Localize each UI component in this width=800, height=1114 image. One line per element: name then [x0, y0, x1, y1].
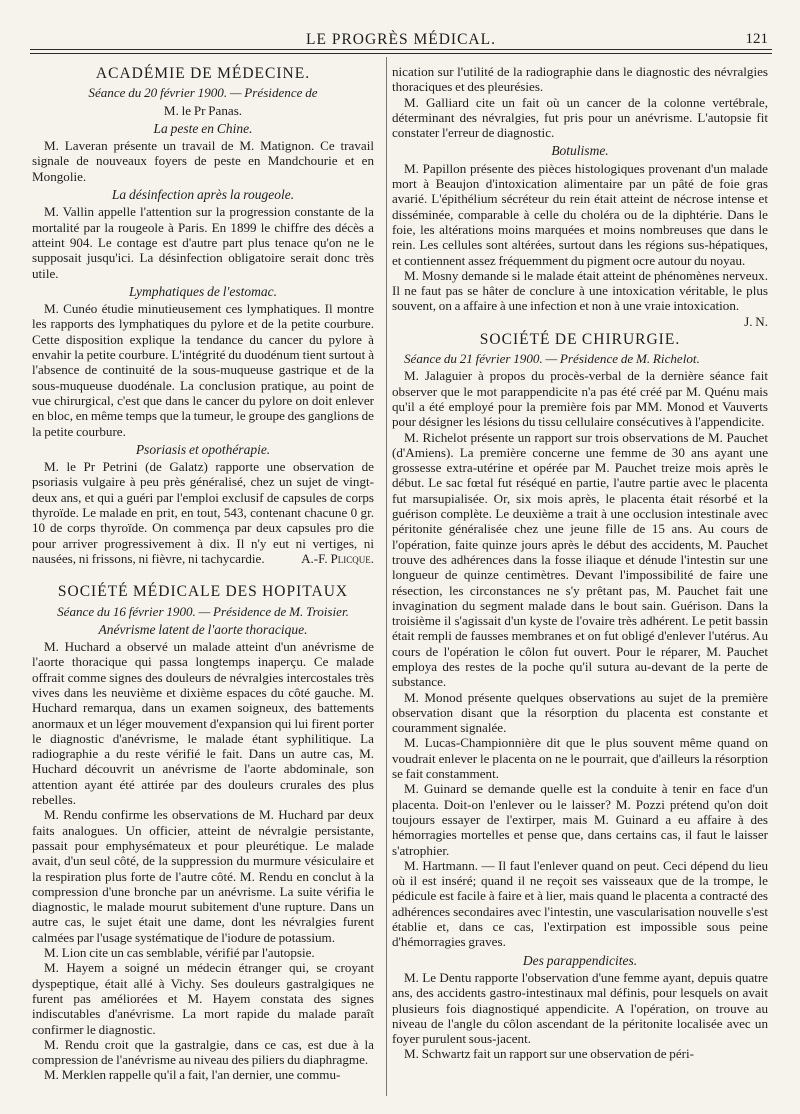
right-column [392, 64, 768, 1062]
section-heading-chirurgie: SOCIÉTÉ DE CHIRURGIE. [479, 330, 681, 348]
paragraph: M. Rendu croit que la gastralgie, dans ce cas, est due à la compression de l'anévrisme au niveau des piliers du diaphragme. [32, 1036, 374, 1068]
column-divider [386, 57, 387, 1096]
left-column [32, 62, 374, 1083]
paragraph: M. Merklen rappelle qu'il a fait, l'an dernier, une commu- [44, 1067, 341, 1083]
subheading: La peste en Chine. [153, 120, 253, 136]
paragraph: M. Galliard cite un fait où un cancer de la colonne vertébrale, déterminant des névralgies, fut pris pour un anévrisme. L'autopsie fit constater l'erreur de diagnostic. [392, 94, 768, 141]
header-rule [30, 49, 772, 50]
subheading: La désinfection après la rougeole. [111, 187, 295, 203]
paragraph: M. Jalaguier à propos du procès-verbal de la dernière séance fait observer que le mot parappendicite n'a pas été créé par M. Quénu mais qu'il a été employé pour la première fois par MM. Monod et Vauverts pour désigner les lésions du tissu cellulaire consécutives à l'appendicite. [392, 368, 768, 430]
paragraph: M. Laveran présente un travail de M. Matignon. Ce travail signale de nouveaux foyers de peste en Mandchourie et en Mongolie. [32, 138, 374, 184]
paragraph: M. Rendu confirme les observations de M. Huchard par deux faits analogues. Un officier, atteint de névralgie persistante, passait pour emphysémateux et pour pleurétique. Le malade avait, d'un seul côté, de la suppression du murmure vésiculaire et la respiration plus forte de l'autre côté. M. Rendu en conclut à la compression d'une bronche par un anévrisme. La suite vérifia le diagnostic, le malade mourut subitement d'une rupture. Dans un autre cas, le sujet était une dame, dont les névralgies furent calmées par l'usage systématique de l'iodure de potassium. [32, 807, 374, 945]
running-header [30, 29, 772, 51]
paragraph: M. Papillon présente des pièces histologiques provenant d'un malade mort à Beaujon d'intoxication alimentaire par un pâté de foie gras avarié. L'épithélium sécréteur du rein était atteint de nécrose intense et disséminée, comparable à celle du choléra ou de la diphtérie. Dans le foie, les altérations moins marquées et moins nombreuses que dans le rein. Les cellules sont altérées, surtout dans les régions sus-hépatiques, et contiennent assez fréquemment du pigment ocre autour du noyau. [392, 160, 768, 268]
paragraph: M. Huchard a observé un malade atteint d'un anévrisme de l'aorte thoracique qui passa longtemps inaperçu. Ce malade offrait comme signes des douleurs de névralgies intercostales très vives dans les neuvième et dixième espaces du côté gauche. M. Huchard remarqua, dans un examen soigneux, des battements anormaux et un léger mouvement d'expansion qui lui firent porter le diagnostic d'anévrisme, le malade étant syphilitique. La radiographie a du reste vérifié le fait. Dans un autre cas, M. Huchard découvrit un anévrisme de l'aorte abdominale, son attention ayant été attirée par des douleurs crurales des plus rebelles. [32, 639, 374, 808]
author-signature: A.-F. Plicque. [301, 550, 374, 566]
paragraph-text: M. Mosny demande si le malade était atteint de phénomènes nerveux. Il ne faut pas se hâter de conclure à une intoxication véritable, le plus souvent, on a affaire à une infection et non à une vraie intoxication. [392, 267, 768, 314]
paragraph: M. Guinard se demande quelle est la conduite à tenir en face d'un placenta. Doit-on l'enlever ou le laisser? M. Pozzi prétend qu'on doit toujours essayer de l'extirper, mais M. Guinard a eu affaire à des hémorragies mortelles et pense que, dans certains cas, il faut le laisser s'atrophier. [392, 781, 768, 858]
section-spacer [392, 314, 768, 328]
subheading: Botulisme. [551, 143, 609, 159]
journal-title: LE PROGRÈS MÉDICAL. [306, 31, 496, 48]
paragraph [32, 459, 374, 566]
session-line-president: M. le Pr Panas. [163, 102, 243, 118]
subheading: Lymphatiques de l'estomac. [128, 283, 278, 299]
paragraph: M. Hayem a soigné un médecin étranger qui, se croyant dyspeptique, était allé à Vichy. Ses douleurs gastralgiques ne furent pas améliorées et M. Hayem constata des signes indiscutables d'anévrisme. La mort rapide du malade paraît confirmer le diagnostic. [32, 960, 374, 1037]
session-line: Séance du 16 février 1900. — Présidence de M. Troisier. [57, 603, 349, 619]
paragraph: M. Schwartz fait un rapport sur une observation de péri- [404, 1046, 695, 1062]
paragraph: M. Cunéo étudie minutieusement ces lymphatiques. Il montre les rapports des lymphatiques du pylore et de la petite courbure. Cette disposition explique la tendance du cancer du pylore à envahir la petite courbure. L'intégrité du duodénum tient surtout à l'absence de continuité de la sous-muqueuse gastrique et de la sous-muqueuse duodénale. La conclusion pratique, au point de vue chirurgical, c'est que dans le cancer du pylore on doit enlever en bloc, en même temps que la tumeur, le groupe des ganglions de la petite courbure. [32, 301, 374, 439]
paragraph: M. Lion cite un cas semblable, vérifié par l'autopsie. [44, 945, 315, 961]
paragraph [392, 267, 768, 329]
paragraph: M. Richelot présente un rapport sur trois observations de M. Pauchet (d'Amiens). La première concerne une femme de 30 ans ayant une grossesse extra-utérine et opérée par M. Pauchet treize mois après le début. Le sac fœtal fut réséqué en partie, l'autre partie avec le placenta fut marsupialisée. Or, six mois après, le placenta était résorbé et la guérison complète. Le deuxième a trait à une occlusion intestinale avec péritonite généralisée chez une jeune fille de 15 ans. Au cours de l'opération, faite quinze jours après le début des accidents, M. Pauchet trouve des adhérences dans la fosse iliaque et dénude l'intestin sur une longueur de quinze centimètres. Devant l'impossibilité de faire une résection, les circonstances ne s'y prêtant pas, M. Pauchet fait une invagination du segment malade dans le bout sain. Guérison. Dans la troisième il s'agissait d'un kyste de l'ovaire très adhérent. Le petit bassin était rempli de fausses membranes et on fut obligé d'enlever l'utérus. Au cours de l'opération le côlon fut ouvert. Pour le réparer, M. Pauchet employa des restes de la poche qu'il sutura au-devant de la perte de substance. [392, 429, 768, 690]
session-line: Séance du 20 février 1900. — Présidence de [88, 85, 318, 101]
section-spacer [32, 566, 374, 580]
subheading: Anévrisme latent de l'aorte thoracique. [98, 621, 308, 637]
author-signature: J. N. [744, 313, 768, 329]
paragraph: M. Lucas-Championnière dit que le plus souvent même quand on voudrait enlever le placenta on ne le pourrait, que d'ailleurs la résorption se fait constamment. [392, 735, 768, 782]
paragraph: M. Monod présente quelques observations au sujet de la première observation disant que la résorption du placenta est constante et couramment signalée. [392, 689, 768, 736]
section-heading-hopitaux: SOCIÉTÉ MÉDICALE DES HOPITAUX [57, 583, 349, 601]
paragraph: M. Vallin appelle l'attention sur la progression constante de la mortalité par la rougeole à Paris. En 1899 le chiffre des décès a atteint 904. Le contage est d'autre part plus tenace qu'on ne le supposait jusqu'ici. La désinfection obligatoire serait donc très utile. [32, 204, 374, 281]
paragraph-text: M. le Pr Petrini (de Galatz) rapporte une observation de psoriasis vulgaire à peu près généralisé, chez un sujet de vingt-deux ans, et qui a guéri par l'emploi exclusif de capsules de corps thyroïde. Le malade en prit, en tout, 543, contenant chacune 0 gr. 10 de corps thyroïde. On commença par deux capsules pro die pour arriver progressivement à dix. Il n'y eut ni vertiges, ni nausées, ni frissons, ni fièvre, ni tachycardie. [32, 459, 374, 566]
paragraph: M. Le Dentu rapporte l'observation d'une femme ayant, depuis quatre ans, des accidents gastro-intestinaux mal définis, pour lesquels on avait plusieurs fois diagnostiqué appendicite. A l'opération, on trouve au niveau de l'angle du côlon ascendant de la péritonite localisée avec un foyer purulent sous-jacent. [392, 969, 768, 1047]
header-rule-thin [30, 53, 772, 54]
subheading: Des parappendicites. [522, 952, 638, 968]
page-number: 121 [745, 31, 768, 47]
section-heading-academie: ACADÉMIE DE MÉDECINE. [95, 65, 311, 82]
session-line: Séance du 21 février 1900. — Présidence de M. Richelot. [404, 351, 700, 367]
paragraph: nication sur l'utilité de la radiographie dans le diagnostic des névralgies thoraciques et des pleurésies. [392, 64, 768, 95]
paragraph: M. Hartmann. — Il faut l'enlever quand on peut. Ceci dépend du lieu où il est inséré; quand il ne reçoit ses vaisseaux que de la trompe, le pédicule est facile à faire et à lier, mais quand le placenta a contracté des adhérences secondaires avec l'intestin, une vascularisation nouvelle s'est établie et, dans ce cas, l'extirpation est impossible sous peine d'hémorragies graves. [392, 857, 768, 950]
subheading: Psoriasis et opothérapie. [135, 441, 271, 457]
